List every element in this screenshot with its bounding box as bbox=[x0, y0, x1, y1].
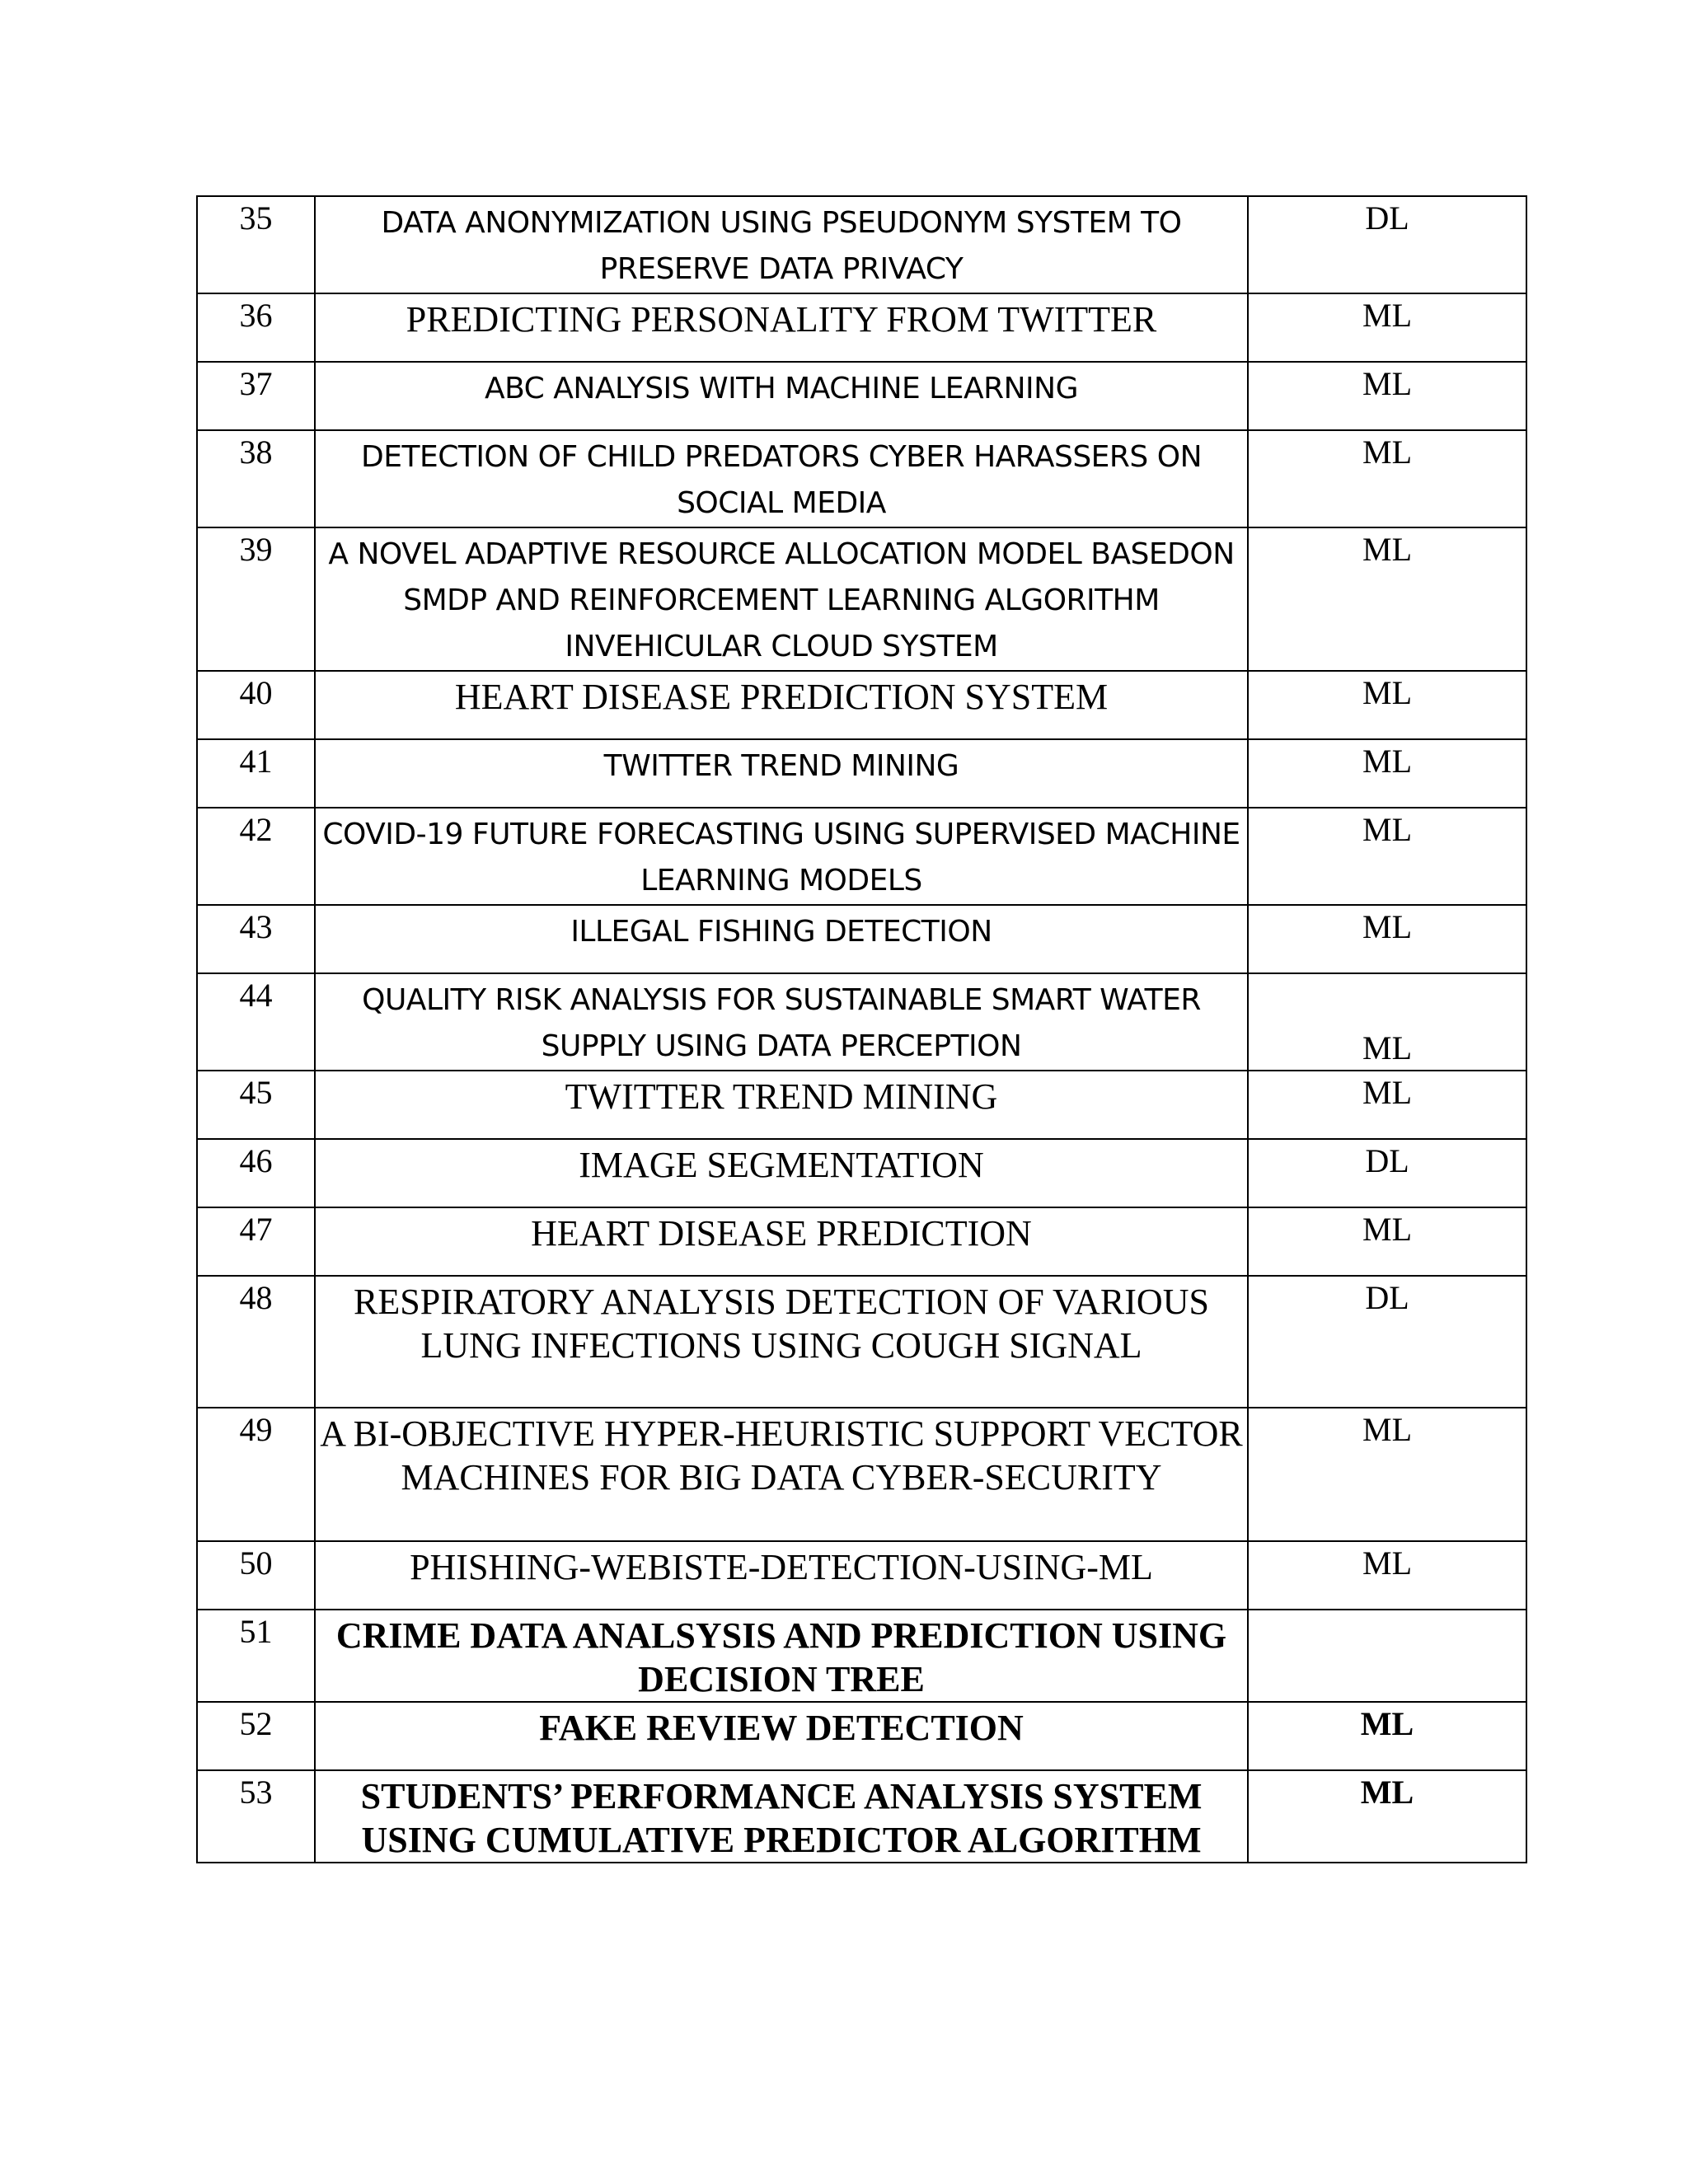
table-row bbox=[197, 1541, 1526, 1610]
table-row bbox=[197, 1702, 1526, 1770]
row-number: 40 bbox=[197, 671, 315, 739]
project-title: COVID-19 FUTURE FORECASTING USING SUPERVISED MACHINE LEARNING MODELS bbox=[315, 808, 1248, 905]
project-title: HEART DISEASE PREDICTION SYSTEM bbox=[315, 671, 1248, 739]
row-number: 44 bbox=[197, 973, 315, 1071]
project-title: ILLEGAL FISHING DETECTION bbox=[315, 905, 1248, 973]
project-category: DL bbox=[1248, 1276, 1526, 1408]
project-title: RESPIRATORY ANALYSIS DETECTION OF VARIOUS LUNG INFECTIONS USING COUGH SIGNAL bbox=[315, 1276, 1248, 1408]
row-number: 43 bbox=[197, 905, 315, 973]
row-number: 45 bbox=[197, 1071, 315, 1139]
project-category: ML bbox=[1248, 430, 1526, 527]
project-title: A NOVEL ADAPTIVE RESOURCE ALLOCATION MODEL BASEDON SMDP AND REINFORCEMENT LEARNING ALGORITHM INVEHICULAR CLOUD SYSTEM bbox=[315, 527, 1248, 671]
row-number: 38 bbox=[197, 430, 315, 527]
project-category: ML bbox=[1248, 1770, 1526, 1863]
project-title: A BI-OBJECTIVE HYPER-HEURISTIC SUPPORT VECTOR MACHINES FOR BIG DATA CYBER-SECURITY bbox=[315, 1408, 1248, 1541]
table-row bbox=[197, 1770, 1526, 1863]
table-row bbox=[197, 430, 1526, 527]
project-category: ML bbox=[1248, 1207, 1526, 1276]
project-category: ML bbox=[1248, 739, 1526, 808]
project-category: ML bbox=[1248, 973, 1526, 1071]
project-list-table bbox=[196, 195, 1527, 1863]
project-title: PHISHING-WEBISTE-DETECTION-USING-ML bbox=[315, 1541, 1248, 1610]
project-title: TWITTER TREND MINING bbox=[315, 739, 1248, 808]
project-category: ML bbox=[1248, 362, 1526, 430]
project-category: ML bbox=[1248, 905, 1526, 973]
table-row bbox=[197, 1207, 1526, 1276]
project-title: CRIME DATA ANALSYSIS AND PREDICTION USING DECISION TREE bbox=[315, 1610, 1248, 1702]
table-row bbox=[197, 1139, 1526, 1207]
project-title: FAKE REVIEW DETECTION bbox=[315, 1702, 1248, 1770]
row-number: 41 bbox=[197, 739, 315, 808]
table-row bbox=[197, 1610, 1526, 1702]
row-number: 49 bbox=[197, 1408, 315, 1541]
table-row bbox=[197, 362, 1526, 430]
table-row bbox=[197, 671, 1526, 739]
table-row bbox=[197, 1276, 1526, 1408]
project-category: ML bbox=[1248, 527, 1526, 671]
project-category: ML bbox=[1248, 808, 1526, 905]
project-category: ML bbox=[1248, 293, 1526, 362]
row-number: 35 bbox=[197, 196, 315, 293]
project-category: ML bbox=[1248, 1408, 1526, 1541]
project-category: ML bbox=[1248, 1541, 1526, 1610]
row-number: 42 bbox=[197, 808, 315, 905]
project-category bbox=[1248, 1610, 1526, 1702]
row-number: 53 bbox=[197, 1770, 315, 1863]
project-category: DL bbox=[1248, 1139, 1526, 1207]
row-number: 39 bbox=[197, 527, 315, 671]
table-row bbox=[197, 739, 1526, 808]
row-number: 48 bbox=[197, 1276, 315, 1408]
row-number: 50 bbox=[197, 1541, 315, 1610]
row-number: 36 bbox=[197, 293, 315, 362]
project-title: IMAGE SEGMENTATION bbox=[315, 1139, 1248, 1207]
table-row bbox=[197, 527, 1526, 671]
project-title: QUALITY RISK ANALYSIS FOR SUSTAINABLE SMART WATER SUPPLY USING DATA PERCEPTION bbox=[315, 973, 1248, 1071]
row-number: 37 bbox=[197, 362, 315, 430]
table-row bbox=[197, 196, 1526, 293]
table-row bbox=[197, 808, 1526, 905]
project-title: DETECTION OF CHILD PREDATORS CYBER HARASSERS ON SOCIAL MEDIA bbox=[315, 430, 1248, 527]
table-row bbox=[197, 1071, 1526, 1139]
row-number: 52 bbox=[197, 1702, 315, 1770]
project-title: PREDICTING PERSONALITY FROM TWITTER bbox=[315, 293, 1248, 362]
row-number: 51 bbox=[197, 1610, 315, 1702]
table-row bbox=[197, 973, 1526, 1071]
row-number: 47 bbox=[197, 1207, 315, 1276]
project-title: STUDENTS’ PERFORMANCE ANALYSIS SYSTEM USING CUMULATIVE PREDICTOR ALGORITHM bbox=[315, 1770, 1248, 1863]
project-title: TWITTER TREND MINING bbox=[315, 1071, 1248, 1139]
project-category: ML bbox=[1248, 1702, 1526, 1770]
project-category: ML bbox=[1248, 671, 1526, 739]
table-row bbox=[197, 1408, 1526, 1541]
table-row bbox=[197, 293, 1526, 362]
project-category: ML bbox=[1248, 1071, 1526, 1139]
project-title: HEART DISEASE PREDICTION bbox=[315, 1207, 1248, 1276]
row-number: 46 bbox=[197, 1139, 315, 1207]
project-title: DATA ANONYMIZATION USING PSEUDONYM SYSTEM TO PRESERVE DATA PRIVACY bbox=[315, 196, 1248, 293]
table-row bbox=[197, 905, 1526, 973]
project-title: ABC ANALYSIS WITH MACHINE LEARNING bbox=[315, 362, 1248, 430]
project-category: DL bbox=[1248, 196, 1526, 293]
